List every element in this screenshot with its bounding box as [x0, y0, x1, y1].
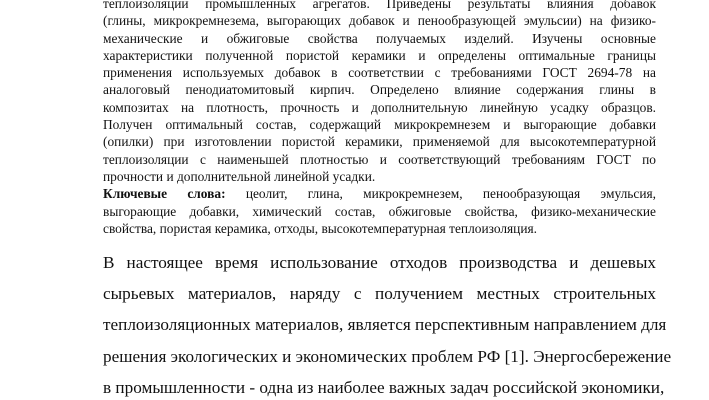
abstract-line: механические и обжиговые свойства получаемых изделий. Изучены основные [103, 30, 656, 46]
abstract-line: применения используемых добавок в соответствии с требованиями ГОСТ 2694-78 на [103, 65, 656, 81]
abstract-line: композитах на плотность, прочность и дополнительную линейную усадку образцов. [103, 99, 656, 115]
keywords-text: цеолит, глина, микрокремнезем, пенообразующая эмульсия, [245, 186, 656, 202]
abstract-line: прочности и дополнительной линейной усадки. [103, 168, 376, 184]
abstract-line: (глины, микрокремнезема, выгорающих добавок и пенообразующей эмульсии) на физико- [103, 13, 656, 29]
abstract-line: теплоизоляции промышленных агрегатов. Приведены результаты влияния добавок [103, 0, 656, 11]
keywords-line: свойства, пористая керамика, отходы, высокотемпературная теплоизоляция. [103, 220, 538, 236]
body-line: решения экологических и экономических проблем РФ [1]. Энергосбережение [103, 346, 672, 366]
abstract-line: аналоговый пенодиатомитовый кирпич. Определено влияние содержания глины в [103, 82, 656, 98]
body-line: теплоизоляционных материалов, является перспективным направлением для [103, 315, 667, 335]
abstract-line: теплоизоляции с наименьшей плотностью и соответствующий требованиям ГОСТ по [103, 151, 656, 167]
body-line: в промышленности - одна из наиболее важных задач российской экономики, [103, 377, 665, 397]
keywords-line: выгорающие добавки, химический состав, обжиговые свойства, физико-механические [103, 203, 656, 219]
keywords-label: Ключевые слова: [103, 186, 226, 202]
abstract-line: Получен оптимальный состав, содержащий микрокремнезем и выгорающие добавки [103, 117, 656, 133]
body-line: В настоящее время использование отходов производства и дешевых [103, 253, 656, 272]
abstract-line: (опилки) при изготовлении пористой керамики, применяемой для высокотемпературной [103, 134, 656, 150]
body-paragraph [103, 247, 672, 400]
body-line: сырьевых материалов, наряду с получением местных строительных [103, 284, 656, 304]
keywords-line [103, 185, 656, 202]
abstract-section [103, 0, 656, 237]
abstract-line: характеристики полученной пористой керамики и определены оптимальные границы [103, 47, 656, 63]
